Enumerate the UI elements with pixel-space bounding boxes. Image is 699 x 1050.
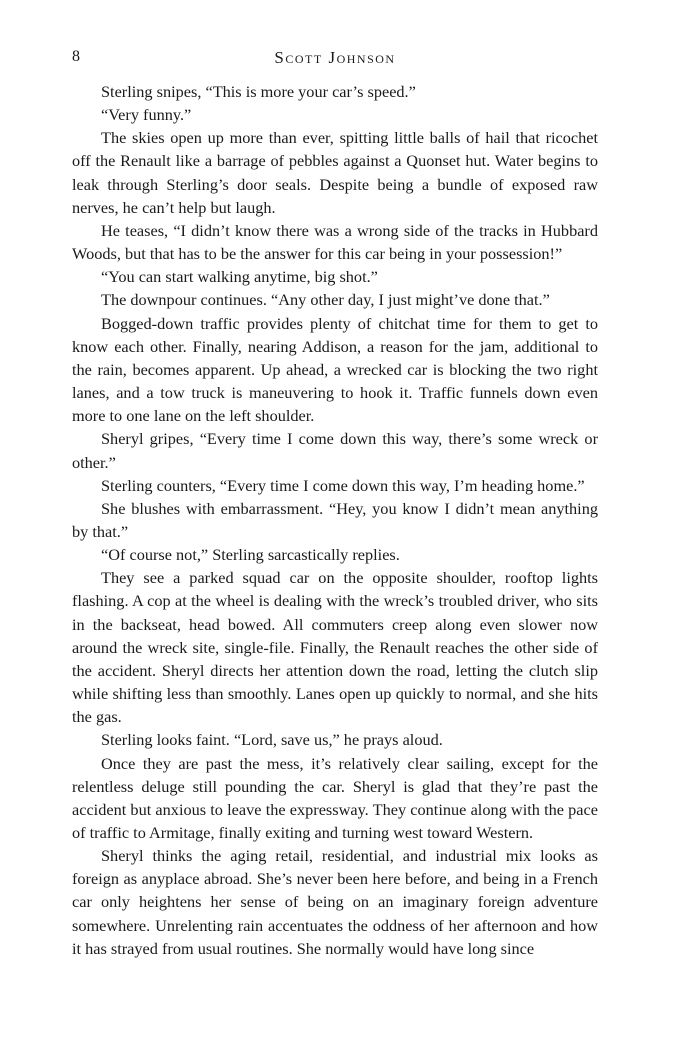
paragraph: “Of course not,” Sterling sarcastically replies. — [101, 545, 400, 565]
paragraph: Bogged-down traffic provides plenty of chitchat time for them to get to know each other. Finally, nearing Addison, a reason for the jam, additional to the rain, becomes apparent. Up ahead, a wrecked car is blocking the two right lanes, and a tow truck is maneuvering to hook it. Traffic funnels down even more to one lane on the left shoulder. — [72, 313, 598, 426]
paragraph: The downpour continues. “Any other day, I just might’ve done that.” — [101, 290, 550, 310]
paragraph: Sterling snipes, “This is more your car’s speed.” — [101, 82, 416, 101]
paragraph: They see a parked squad car on the opposite shoulder, rooftop lights flashing. A cop at the wheel is dealing with the wreck’s troubled driver, who sits in the backseat, head bowed. All commuters creep along even slower now around the wreck site, single-file. Finally, the Renault reaches the other side of the accident. Sheryl directs her attention down the road, letting the clutch slip while shifting less than smoothly. Lanes open up quickly to normal, and she hits the gas. — [72, 568, 598, 727]
paragraph: “Very funny.” — [101, 105, 192, 125]
paragraph: He teases, “I didn’t know there was a wrong side of the tracks in Hubbard Woods, but that has to be the answer for this car being in your possession!” — [72, 220, 598, 264]
book-page — [72, 44, 598, 960]
paragraph: “You can start walking anytime, big shot.” — [101, 267, 378, 287]
paragraph: Sheryl thinks the aging retail, residential, and industrial mix looks as foreign as anyplace abroad. She’s never been here before, and being in a French car only heightens her sense of being on an imaginary foreign adventure somewhere. Unrelenting rain accentuates the oddness of her afternoon and how it has strayed from usual routines. She normally would have long since — [72, 846, 598, 958]
paragraph: The skies open up more than ever, spitting little balls of hail that ricochet off the Renault like a barrage of pebbles against a Quonset hut. Water begins to leak through Sterling’s door seals. Despite being a bundle of exposed raw nerves, he can’t help but laugh. — [72, 128, 598, 217]
page-number: 8 — [72, 48, 80, 65]
paragraph: Sheryl gripes, “Every time I come down this way, there’s some wreck or other.” — [72, 429, 598, 472]
running-header — [72, 44, 598, 74]
running-head-author: Scott Johnson — [274, 48, 396, 67]
paragraph: Sterling counters, “Every time I come down this way, I’m heading home.” — [101, 475, 585, 495]
paragraph: Sterling looks faint. “Lord, save us,” he prays aloud. — [101, 730, 443, 750]
body-text — [72, 80, 598, 960]
paragraph: She blushes with embarrassment. “Hey, you know I didn’t mean anything by that.” — [72, 498, 598, 541]
paragraph: Once they are past the mess, it’s relatively clear sailing, except for the relentless deluge still pounding the car. Sheryl is glad that they’re past the accident but anxious to leave the expressway. They continue along with the pace of traffic to Armitage, finally exiting and turning west toward Western. — [72, 753, 598, 842]
